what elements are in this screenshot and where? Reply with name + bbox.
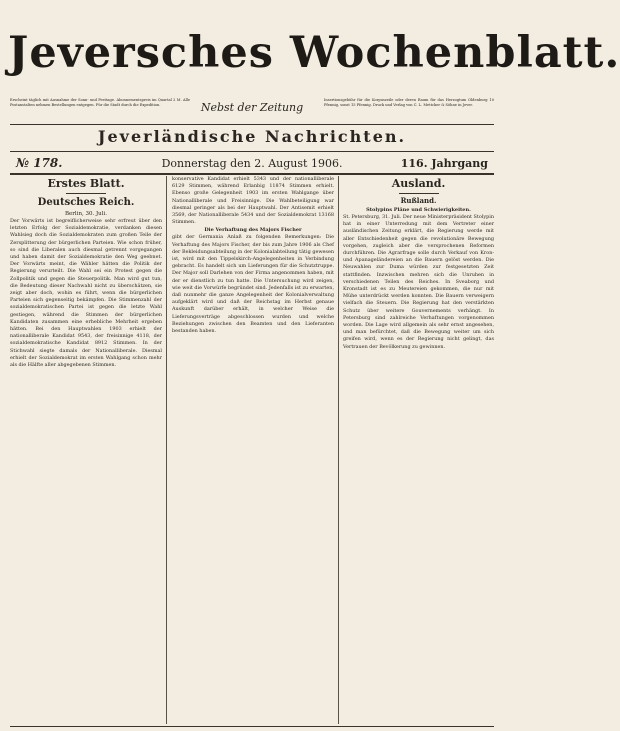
- column-divider: [338, 176, 339, 724]
- article-heading: Stolypins Pläne und Schwierigkeiten.: [366, 207, 471, 213]
- divider: [10, 124, 494, 125]
- issue-date: Donnerstag den 2. August 1906.: [161, 157, 343, 170]
- divider: [10, 151, 494, 152]
- page-section-header: Erstes Blatt.: [47, 177, 125, 190]
- article-body: konservative Kandidat erhielt 5343 und der nationalliberale 6129 Stimmen, während Erlanbig 11874 Stimmen erhielt. Ebenso große Gelegenheit 1903 im ersten Wahlgange über Nationalliberale und Freisinnige. Die Wahlbeteiligung war diesmal geringer als bei der Hauptwahl. Der Antisemit erhielt 3569, der Nationalliberale 5434 und der Sozialdemokrat 13168 Stimmen.: [172, 176, 334, 226]
- article-body: gibt der Germania Anlaß zu folgenden Bemerkungen: Die Verhaftung des Majors Fischer, der bis zum Jahre 1906 als Chef der Bekleidungsabteilung in der Kolonialabteilung tätig gewesen ist, wird mit den Tippelskirch-Angelegenheiten in Verbindung gebracht. Es handelt sich um Lieferungen für die Schutztruppe. Der Major soll Darlehen von der Firma angenommen haben, mit der er dienstlich zu tun hatte. Die Untersuchung wird zeigen, wie weit die Vorwürfe begründet sind. Jedenfalls ist zu erwarten, daß nunmehr die ganze Angelegenheit der Kolonialverwaltung aufgeklärt wird und daß der Reichstag im Herbst genaue Auskunft darüber erhält, in welcher Weise die Lieferungsverträge abgeschlossen wurden und welche Beziehungen zwischen den Beamten und den Lieferanten bestanden haben.: [172, 234, 334, 335]
- article-heading: Die Verhaftung des Majors Fischer: [204, 227, 302, 234]
- article-body: Der Vorwärts ist begreiflicherweise sehr erfreut über den letzten Erfolg der Sozialdemokratie, verdanken diesen Wahlsieg doch die Sozialdemokraten zum großen Teile der Zersplitterung der bürgerlichen Parteien. Wie schon früher, so sind die Liberalen auch diesmal getrennt vorgegangen und haben damit der Sozialdemokratie den Weg geebnet. Der Vorwärts meint, die Wähler hätten die Politik der Regierung verurteilt. Die Wahl sei ein Protest gegen die Zollpolitik und gegen die Steuerpolitik. Man wird gut tun, die Bedeutung dieser Nachwahl nicht zu überschätzen, sie zeigt aber doch, wohin es führt, wenn die bürgerlichen Parteien sich gegenseitig bekämpfen. Die Stimmenzahl der sozialdemokratischen Partei ist gegen die letzte Wahl gestiegen, während die Stimmen der bürgerlichen Kandidaten zusammen eine erhebliche Mehrheit ergeben hätten. Bei den Hauptwahlen 1903 erhielt der nationalliberale Kandidat 9543, der freisinnige 4118, der sozialdemokratische Kandidat 8912 Stimmen. In der Stichwahl siegte damals der Nationalliberale. Diesmal erhielt der Sozialdemokrat im ersten Wahlgang schon mehr als die Hälfte aller abgegebenen Stimmen.: [10, 218, 162, 369]
- issue-number: № 178.: [16, 156, 63, 170]
- masthead-subtitle: Nebst der Zeitung: [200, 101, 304, 114]
- column-divider: [166, 176, 167, 724]
- divider: [66, 193, 106, 194]
- issue-bar: [10, 155, 494, 173]
- advertising-notice: Insertionsgebühr für die Korpuszeile oder deren Raum für das Herzogtum Oldenburg 10 Pfennig, sonst 15 Pfennig. Druck und Verlag von C. L. Mettcker & Söhne in Jever.: [324, 98, 494, 107]
- page-section-header: Ausland.: [391, 177, 446, 190]
- masthead-subrow: [10, 98, 494, 122]
- bottom-rule: [10, 726, 494, 727]
- section-title: Jeverländische Nachrichten.: [97, 127, 407, 146]
- issue-year: 116. Jahrgang: [400, 157, 488, 170]
- column-left: [10, 176, 162, 724]
- column-right: [343, 176, 494, 724]
- column-middle: [172, 176, 334, 724]
- country-heading: Rußland.: [400, 196, 437, 205]
- masthead-title: Jeversches Wochenblatt.: [8, 28, 620, 78]
- article-section-heading: Deutsches Reich.: [37, 197, 135, 208]
- article-body: St. Petersburg, 31. Juli. Der neue Ministerpräsident Stolypin hat in einer Unterredung mit dem Vertreter einer ausländischen Zeitung erklärt, die Regierung werde mit aller Entschiedenheit gegen die revolutionäre Bewegung vorgehen, zugleich aber die versprochenen Reformen durchführen. Die Agrarfrage solle durch Verkauf von Kron- und Apanageländereien an die Bauern gelöst werden. Die Neuwahlen zur Duma würden zur festgesetzten Zeit stattfinden. Inzwischen mehren sich die Unruhen in verschiedenen Teilen des Reiches. In Sveaborg und Kronstadt ist es zu Meutereien gekommen, die nur mit Mühe unterdrückt werden konnten. Die Bauern verweigern vielfach die Steuern. Die Regierung hat den verstärkten Schutz über weitere Gouvernements verhängt. In Petersburg sind zahlreiche Verhaftungen vorgenommen worden. Die Lage wird allgemein als sehr ernst angesehen, und man befürchtet, daß die Bewegung weiter um sich greifen wird, wenn es der Regierung nicht gelingt, das Vertrauen der Bevölkerung zu gewinnen.: [343, 214, 494, 350]
- divider: [399, 193, 439, 194]
- article-dateline: Berlin, 30. Juli.: [65, 211, 107, 217]
- subscription-notice: Erscheint täglich mit Ausnahme der Sonn- und Festtage. Abonnementspreis im Quartal 2 M. Alle Postanstalten nehmen Bestellungen entgegen. Für die Stadt durch die Expedition.: [10, 98, 190, 107]
- divider: [10, 173, 494, 175]
